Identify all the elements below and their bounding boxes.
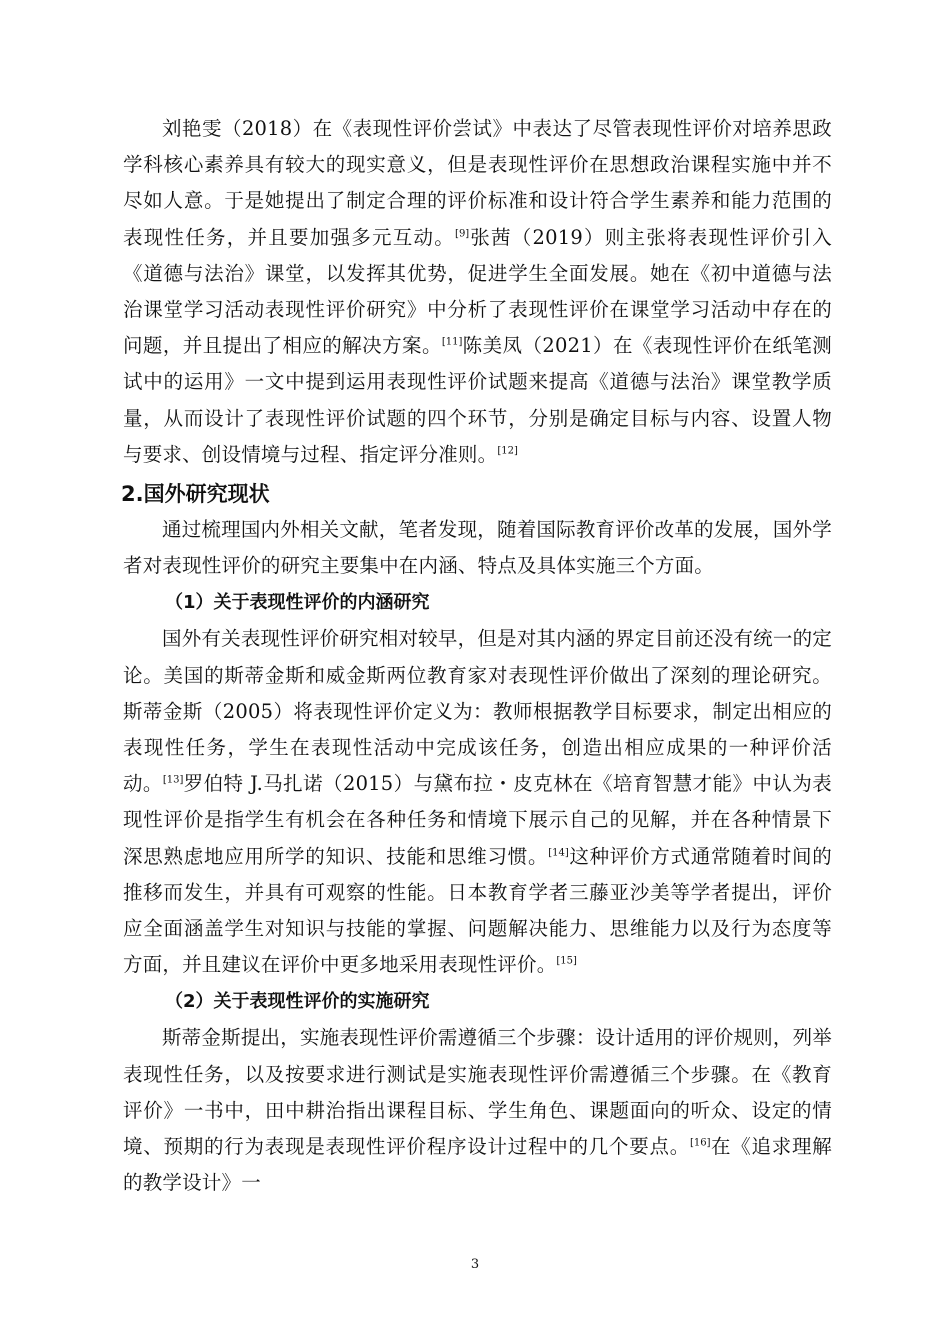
text-segment: 刘艳雯（2018）在《表现性评价尝试》中表达了尽管表现性评价对培养思政学科核心素养具有较大的现实意义，但是表现性评价在思想政治课程实施中并不尽如人意。于是她提出了制定合理的评价标准和设计符合学生素养和能力范围的表现性任务，并且要加强多元互动。 — [123, 117, 832, 249]
subsection-heading-connotation: （1）关于表现性评价的内涵研究 — [165, 592, 430, 614]
text-segment: 陈美凤（2021）在《表现性评价在纸笔测试中的运用》一文中提到运用表现性评价试题来提高《道德与法治》课堂教学质量，从而设计了表现性评价试题的四个环节，分别是确定目标与内容、设置人物与要求、创设情境与过程、指定评分准则。 — [123, 334, 832, 466]
text-segment: 斯蒂金斯提出，实施表现性评价需遵循三个步骤：设计适用的评价规则，列举表现性任务，以及按要求进行测试是实施表现性评价需遵循三个步骤。在《教育评价》一书中，田中耕治指出课程目标、学生角色、课题面向的听众、设定的情境、预期的行为表现是表现性评价程序设计过程中的几个要点。 — [123, 1026, 832, 1159]
citation-ref: [16] — [689, 1137, 711, 1149]
citation-ref: [12] — [497, 445, 518, 457]
text-segment: 在《追求理解的教学设计》一 — [123, 1135, 832, 1195]
text-segment: 罗伯特 J.马扎诺（2015）与黛布拉・皮克林在《培育智慧才能》中认为表现性评价是指学生有机会在各种任务和情境下展示自己的见解，并在各种情景下深思熟虑地应用所学的知识、技能和思维习惯。 — [123, 772, 832, 868]
citation-ref: [11] — [441, 336, 463, 348]
citation-ref: [13] — [162, 774, 184, 786]
section-heading-foreign-research: 2.国外研究现状 — [121, 482, 270, 507]
citation-ref: [9] — [455, 228, 470, 240]
text-segment: 国外有关表现性评价研究相对较早，但是对其内涵的界定目前还没有统一的定论。美国的斯蒂金斯和威金斯两位教育家对表现性评价做出了深刻的理论研究。斯蒂金斯（2005）将表现性评价定义为：教师根据教学目标要求，制定出相应的表现性任务，学生在表现性活动中完成该任务，创造出相应成果的一种评价活动。 — [123, 627, 832, 796]
text-segment: 张茜（2019）则主张将表现性评价引入《道德与法治》课堂，以发挥其优势，促进学生全面发展。她在《初中道德与法治课堂学习活动表现性评价研究》中分析了表现性评价在课堂学习活动中存在的问题，并且提出了相应的解决方案。 — [123, 225, 832, 358]
text-segment: 这种评价方式通常随着时间的推移而发生，并具有可观察的性能。日本教育学者三藤亚沙美等学者提出，评价应全面涵盖学生对知识与技能的掌握、问题解决能力、思维能力以及行为态度等方面，并且建议在评价中更多地采用表现性评价。 — [123, 844, 832, 977]
paragraph-domestic-research — [123, 111, 832, 473]
citation-ref: [14] — [548, 847, 569, 859]
paragraph-implementation — [123, 1020, 832, 1201]
paragraph-connotation — [123, 621, 832, 983]
paragraph-foreign-intro: 通过梳理国内外相关文献，笔者发现，随着国际教育评价改革的发展，国外学者对表现性评价的研究主要集中在内涵、特点及具体实施三个方面。 — [123, 518, 832, 578]
citation-ref: [15] — [556, 955, 577, 967]
subsection-heading-implementation: （2）关于表现性评价的实施研究 — [165, 991, 430, 1013]
page-number: 3 — [470, 1257, 480, 1272]
